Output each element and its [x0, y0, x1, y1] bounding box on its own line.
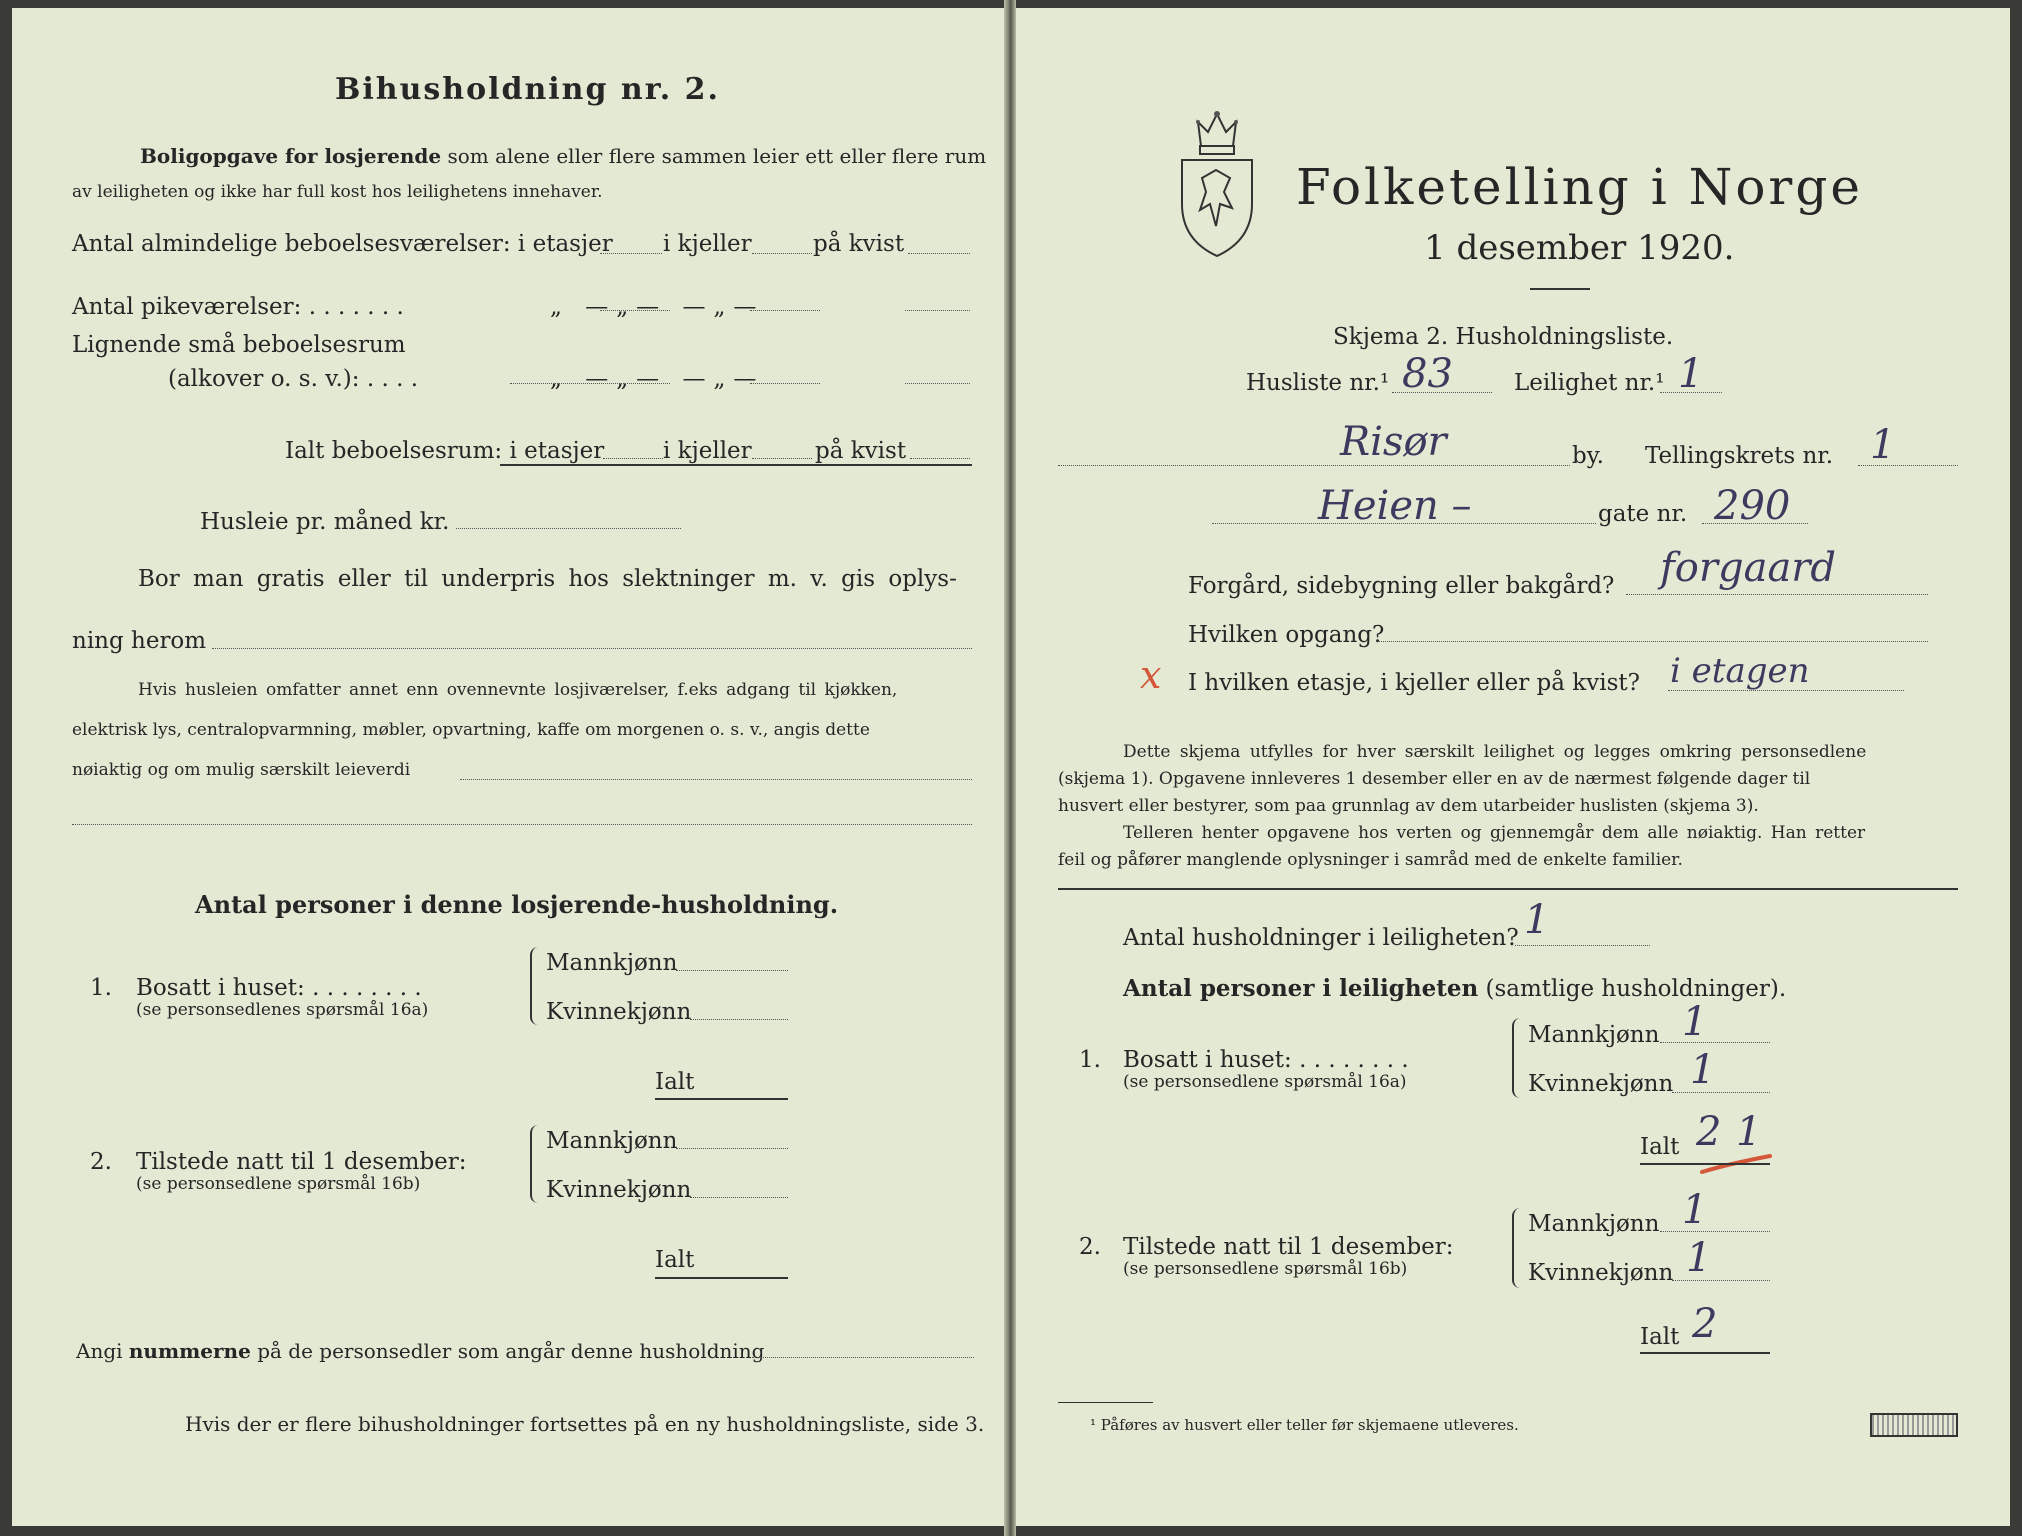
husliste-value: 83	[1402, 351, 1453, 397]
angi-post: på de personsedler som angår denne husholdning	[257, 1339, 765, 1363]
left-footer: Hvis der er flere bihusholdninger fortsettes på en ny husholdningsliste, side 3.	[185, 1412, 985, 1436]
rooms-kjeller-label: i kjeller	[663, 231, 752, 257]
l-q2-ialt-line	[655, 1277, 788, 1279]
antal-personer-rest: (samtlige husholdninger).	[1485, 976, 1787, 1002]
note-line-4: Telleren henter opgavene hos verten og gjennemgår dem alle nøiaktig. Han retter	[1123, 823, 1866, 843]
r-q1-brace	[1512, 1018, 1524, 1098]
date-dash	[1530, 288, 1590, 290]
hvis-line-3: nøiaktig og om mulig særskilt leieverdi	[72, 760, 411, 780]
antal-hush-value: 1	[1524, 897, 1550, 943]
red-strike-mark-icon	[1698, 1150, 1774, 1180]
leilighet-line	[1660, 392, 1722, 393]
ialt-rooms-label: Ialt beboelsesrum: i etasjer	[285, 438, 605, 464]
opgang-label: Hvilken opgang?	[1188, 622, 1385, 648]
by-value: Risør	[1340, 419, 1447, 465]
l-q1-sub: (se personsedlenes spørsmål 16a)	[136, 1000, 429, 1020]
section-divider	[1058, 888, 1958, 890]
census-date: 1 desember 1920.	[1424, 228, 1735, 268]
r-q2-mann: Mannkjønn	[1528, 1211, 1660, 1237]
r-q1-label: Bosatt i huset: . . . . . . . .	[1123, 1047, 1409, 1073]
leilighet-value: 1	[1678, 351, 1704, 397]
tellingskrets-value: 1	[1870, 422, 1896, 468]
husleie-label: Husleie pr. måned kr.	[200, 509, 450, 535]
rooms-kjeller-line	[752, 253, 812, 254]
husliste-label: Husliste nr.¹	[1246, 370, 1390, 396]
r-q2-num: 2.	[1079, 1234, 1101, 1260]
antal-personer-bold: Antal personer i leiligheten	[1123, 975, 1479, 1002]
by-label: by.	[1572, 443, 1604, 469]
r-q2-kvinne-value: 1	[1686, 1235, 1712, 1281]
r-q2-label: Tilstede natt til 1 desember:	[1123, 1234, 1454, 1260]
rooms-kvist-label: på kvist	[813, 231, 905, 257]
r-q2-sub: (se personsedlene spørsmål 16b)	[1123, 1259, 1408, 1279]
l-q1-kvinne: Kvinnekjønn	[546, 999, 692, 1025]
skjema-label: Skjema 2. Husholdningsliste.	[1333, 324, 1674, 350]
l-q2-label: Tilstede natt til 1 desember:	[136, 1149, 467, 1175]
r-q1-ialt-line	[1640, 1163, 1770, 1165]
gate-value: Heien –	[1318, 483, 1472, 529]
l-q2-mann-line	[676, 1148, 788, 1149]
r-q1-ialt-value: 2	[1696, 1109, 1722, 1155]
etasje-line	[1668, 690, 1904, 691]
gratis-line-1: Bor man gratis eller til underpris hos slektninger m. v. gis oplys-	[138, 566, 957, 592]
antal-hush-line	[1515, 945, 1650, 946]
r-q2-mann-value: 1	[1682, 1187, 1708, 1233]
r-q1-mann-value: 1	[1682, 999, 1708, 1045]
hvis-line-1: Hvis husleien omfatter annet enn ovennevnte losjiværelser, f.eks adgang til kjøkken,	[138, 680, 898, 700]
footnote-rule	[1058, 1402, 1153, 1403]
l-q2-brace	[530, 1125, 542, 1203]
l-q1-brace	[530, 947, 542, 1025]
lignende-line-2	[750, 383, 820, 384]
pike-marks: „ —„— —„—	[550, 294, 765, 320]
note-line-5: feil og påfører manglende oplysninger i samråd med de enkelte familier.	[1058, 850, 1683, 870]
rooms-label: Antal almindelige beboelsesværelser: i etasjer	[72, 231, 613, 257]
l-q2-kvinne-line	[690, 1197, 788, 1198]
angi-line	[76, 1341, 764, 1361]
book-spine	[1004, 0, 1016, 1536]
ialt-kvist-label: på kvist	[815, 438, 907, 464]
folketelling-title: Folketelling i Norge	[1296, 158, 1863, 216]
angi-pre: Angi	[76, 1339, 123, 1363]
bihusholdning-title: Bihusholdning nr. 2.	[335, 72, 720, 107]
r-q2-ialt-value: 2	[1692, 1301, 1718, 1347]
forgard-value: forgaard	[1660, 545, 1837, 591]
intro-bold: Boligopgave for losjerende	[140, 144, 442, 168]
ialt-kjeller-label: i kjeller	[663, 438, 752, 464]
lignende-line-1	[510, 383, 670, 384]
lignende-label-1: Lignende små beboelsesrum	[72, 332, 406, 358]
gate-nr-value: 290	[1714, 483, 1791, 529]
lignende-label-2: (alkover o. s. v.): . . . .	[168, 366, 419, 392]
forgard-line	[1626, 594, 1928, 595]
r-q2-kvinne: Kvinnekjønn	[1528, 1260, 1674, 1286]
printer-stamp-icon	[1870, 1413, 1958, 1437]
tellingskrets-label: Tellingskrets nr.	[1645, 443, 1834, 469]
l-q1-ialt-line	[655, 1098, 788, 1100]
angi-line-fill	[752, 1357, 974, 1358]
l-q2-sub: (se personsedlene spørsmål 16b)	[136, 1174, 421, 1194]
l-q1-kvinne-line	[690, 1019, 788, 1020]
l-q2-kvinne: Kvinnekjønn	[546, 1177, 692, 1203]
l-q2-num: 2.	[90, 1149, 112, 1175]
intro-rest: som alene eller flere sammen leier ett eller flere rum	[447, 144, 987, 168]
l-q1-mann: Mannkjønn	[546, 950, 678, 976]
l-q1-num: 1.	[90, 975, 112, 1001]
footnote: ¹ Påføres av husvert eller teller før skjemaene utleveres.	[1090, 1416, 1519, 1434]
r-q1-ialt: Ialt	[1640, 1134, 1680, 1160]
l-q1-mann-line	[676, 970, 788, 971]
note-line-3: husvert eller bestyrer, som paa grunnlag av dem utarbeider huslisten (skjema 3).	[1058, 796, 1759, 816]
gate-line	[1212, 523, 1596, 524]
r-q1-num: 1.	[1079, 1047, 1101, 1073]
intro-line-2: av leiligheten og ikke har full kost hos leilighetens innehaver.	[72, 182, 603, 202]
pike-line-3	[905, 310, 970, 311]
norwegian-coat-of-arms-icon	[1176, 104, 1258, 262]
l-q1-ialt: Ialt	[655, 1069, 695, 1095]
l-q1-label: Bosatt i huset: . . . . . . . .	[136, 975, 422, 1001]
leilighet-label: Leilighet nr.¹	[1514, 370, 1665, 396]
lignende-line-3	[905, 383, 970, 384]
rooms-etasjer-line	[600, 253, 662, 254]
ialt-etasjer-line	[603, 458, 663, 459]
r-q2-mann-line	[1660, 1231, 1770, 1232]
r-q2-brace	[1512, 1208, 1524, 1288]
r-q1-mann-line	[1660, 1042, 1770, 1043]
pike-label: Antal pikeværelser: . . . . . . .	[72, 294, 404, 320]
angi-bold: nummerne	[128, 1339, 251, 1363]
hvis-line-2: elektrisk lys, centralopvarmning, møbler, opvartning, kaffe om morgenen o. s. v., angis dette	[72, 720, 870, 740]
etasje-red-mark: x	[1140, 653, 1162, 697]
etasje-label: I hvilken etasje, i kjeller eller på kvist?	[1188, 670, 1640, 696]
l-q2-mann: Mannkjønn	[546, 1128, 678, 1154]
forgard-label: Forgård, sidebygning eller bakgård?	[1188, 573, 1615, 599]
tellingskrets-line	[1858, 465, 1958, 466]
l-q2-ialt: Ialt	[655, 1247, 695, 1273]
r-q1-kvinne-line	[1672, 1092, 1770, 1093]
hvis-line	[460, 779, 972, 780]
r-q2-ialt-line	[1640, 1352, 1770, 1354]
r-q2-kvinne-line	[1672, 1280, 1770, 1281]
intro-line-1	[140, 146, 986, 166]
r-q1-ialt-struck: 1	[1736, 1109, 1762, 1155]
opgang-line	[1376, 641, 1928, 642]
r-q2-ialt: Ialt	[1640, 1324, 1680, 1350]
ialt-kvist-line	[910, 458, 970, 459]
pike-line-1	[600, 310, 670, 311]
gratis-line	[212, 648, 972, 649]
r-q1-kvinne: Kvinnekjønn	[1528, 1071, 1674, 1097]
rooms-kvist-line	[908, 253, 970, 254]
ialt-kjeller-line	[752, 458, 812, 459]
pike-line-2	[750, 310, 820, 311]
husliste-line	[1392, 392, 1492, 393]
r-q1-kvinne-value: 1	[1690, 1047, 1716, 1093]
r-q1-mann: Mannkjønn	[1528, 1022, 1660, 1048]
antal-personer-heading: Antal personer i denne losjerende-husholdning.	[195, 890, 839, 919]
r-q1-sub: (se personsedlene spørsmål 16a)	[1123, 1072, 1407, 1092]
gratis-line-2: ning herom	[72, 628, 207, 654]
gate-label: gate nr.	[1598, 501, 1688, 527]
husleie-line	[456, 528, 681, 529]
note-line-2: (skjema 1). Opgavene innleveres 1 desember eller en av de nærmest følgende dager til	[1058, 769, 1811, 789]
lignende-marks: „ —„— —„—	[550, 366, 765, 392]
gate-nr-line	[1702, 523, 1808, 524]
antal-hush-label: Antal husholdninger i leiligheten?	[1123, 925, 1519, 951]
by-line	[1058, 465, 1570, 466]
antal-personer-line	[1123, 977, 1786, 1001]
note-line-1: Dette skjema utfylles for hver særskilt leilighet og legges omkring personsedlene	[1123, 742, 1867, 762]
hvis-extra-line	[72, 824, 972, 825]
ialt-rooms-underline	[500, 464, 972, 466]
etasje-value: i etagen	[1670, 651, 1810, 691]
